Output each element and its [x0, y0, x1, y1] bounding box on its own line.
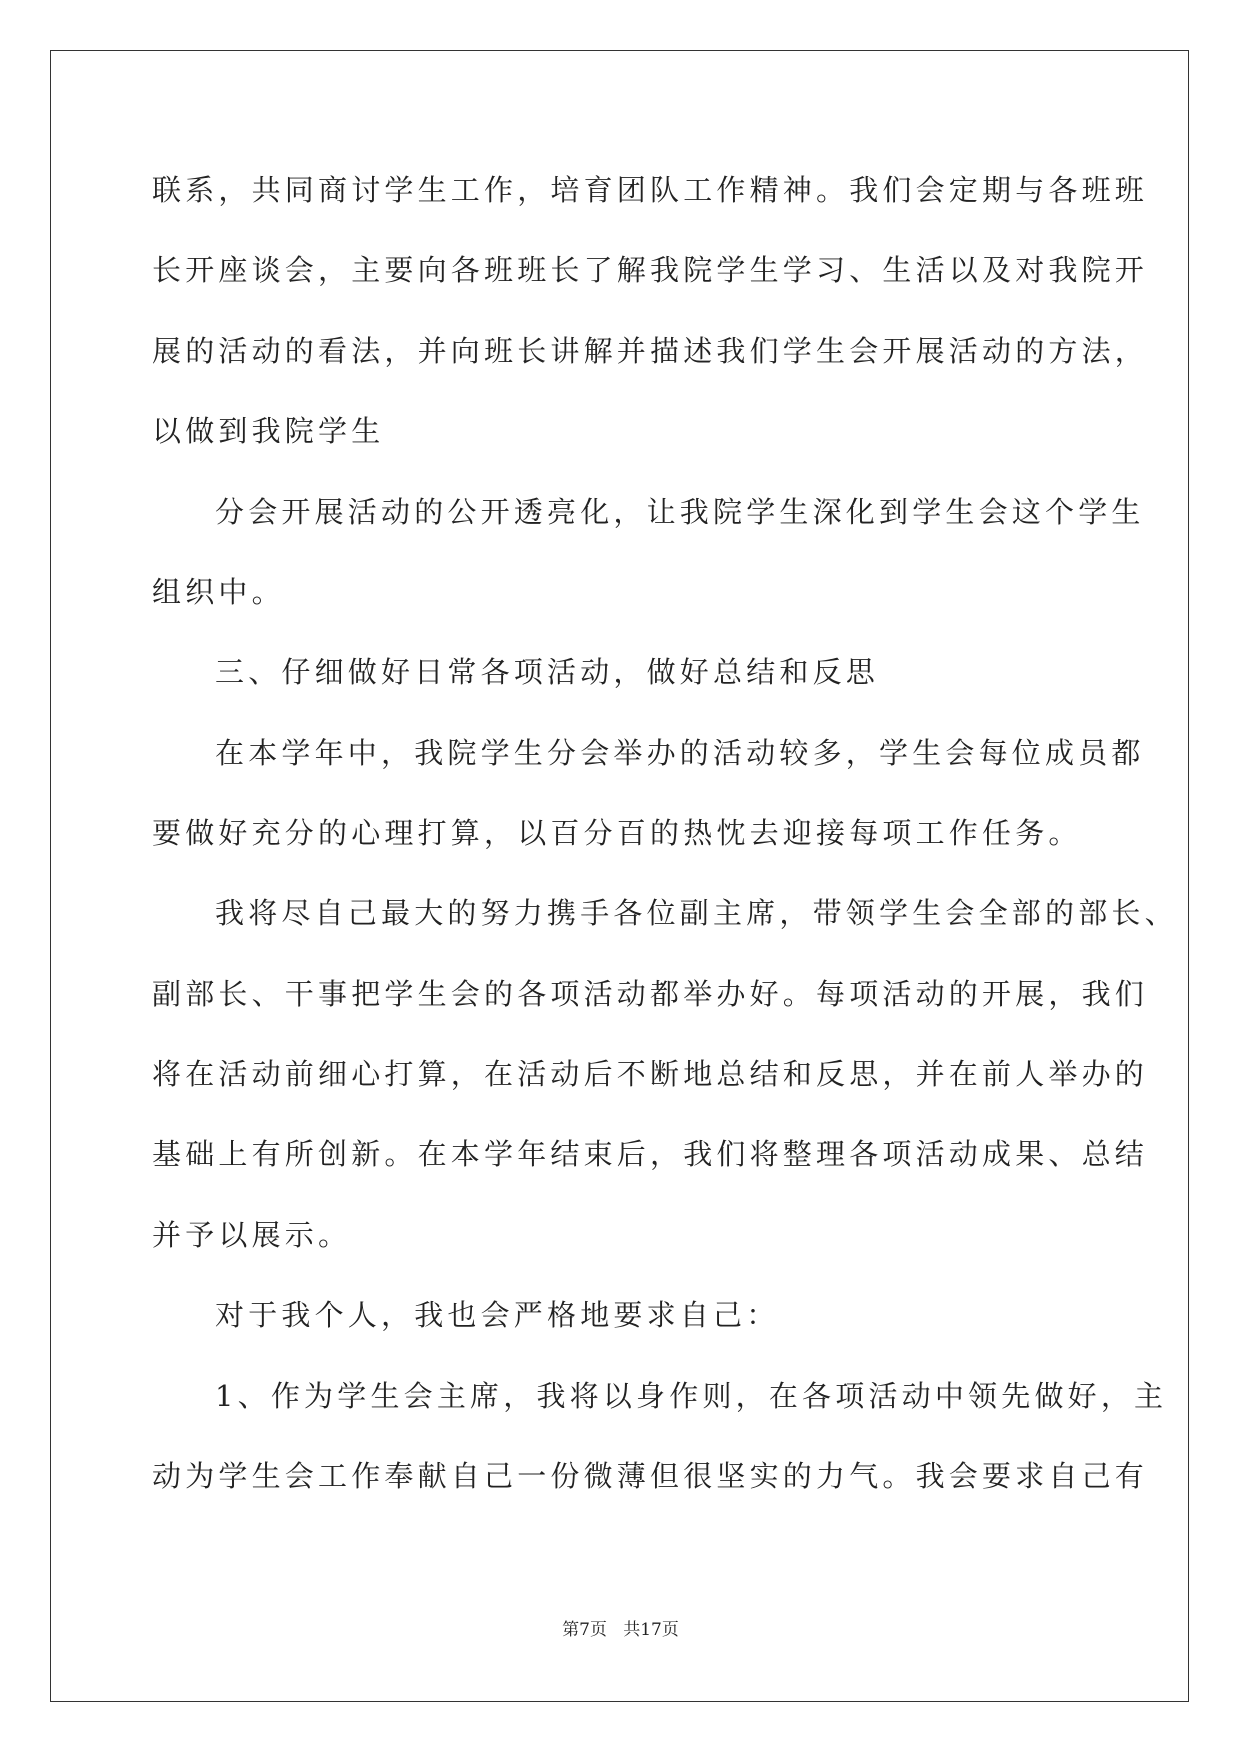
body-line-3: 展的活动的看法，并向班长讲解并描述我们学生会开展活动的方法， — [152, 334, 1149, 368]
body-line-9: 要做好充分的心理打算，以百分百的热忱去迎接每项工作任务。 — [152, 816, 1082, 850]
body-line-10: 我将尽自己最大的努力携手各位副主席，带领学生会全部的部长、 — [215, 896, 1178, 930]
page-number: 第7页 — [562, 1620, 607, 1640]
body-line-14: 并予以展示。 — [152, 1218, 352, 1252]
page-total: 共17页 — [623, 1620, 679, 1640]
body-line-13: 基础上有所创新。在本学年结束后，我们将整理各项活动成果、总结 — [152, 1137, 1149, 1171]
section-heading: 三、仔细做好日常各项活动，做好总结和反思 — [215, 655, 880, 689]
body-line-15: 对于我个人，我也会严格地要求自己： — [215, 1298, 780, 1332]
body-line-8: 在本学年中，我院学生分会举办的活动较多，学生会每位成员都 — [215, 736, 1145, 770]
body-line-17: 动为学生会工作奉献自己一份微薄但很坚实的力气。我会要求自己有 — [152, 1459, 1149, 1493]
body-line-5: 分会开展活动的公开透亮化，让我院学生深化到学生会这个学生 — [215, 495, 1145, 529]
body-line-11: 副部长、干事把学生会的各项活动都举办好。每项活动的开展，我们 — [152, 977, 1149, 1011]
body-line-16: 1、作为学生会主席，我将以身作则，在各项活动中领先做好，主 — [215, 1379, 1168, 1413]
body-line-6: 组织中。 — [152, 575, 285, 609]
page-footer — [0, 1618, 1241, 1642]
body-line-1: 联系，共同商讨学生工作，培育团队工作精神。我们会定期与各班班 — [152, 173, 1149, 207]
body-line-12: 将在活动前细心打算，在活动后不断地总结和反思，并在前人举办的 — [152, 1057, 1149, 1091]
body-line-2: 长开座谈会，主要向各班班长了解我院学生学习、生活以及对我院开 — [152, 253, 1149, 287]
body-line-4: 以做到我院学生 — [152, 414, 385, 448]
page-border — [50, 50, 1189, 1702]
